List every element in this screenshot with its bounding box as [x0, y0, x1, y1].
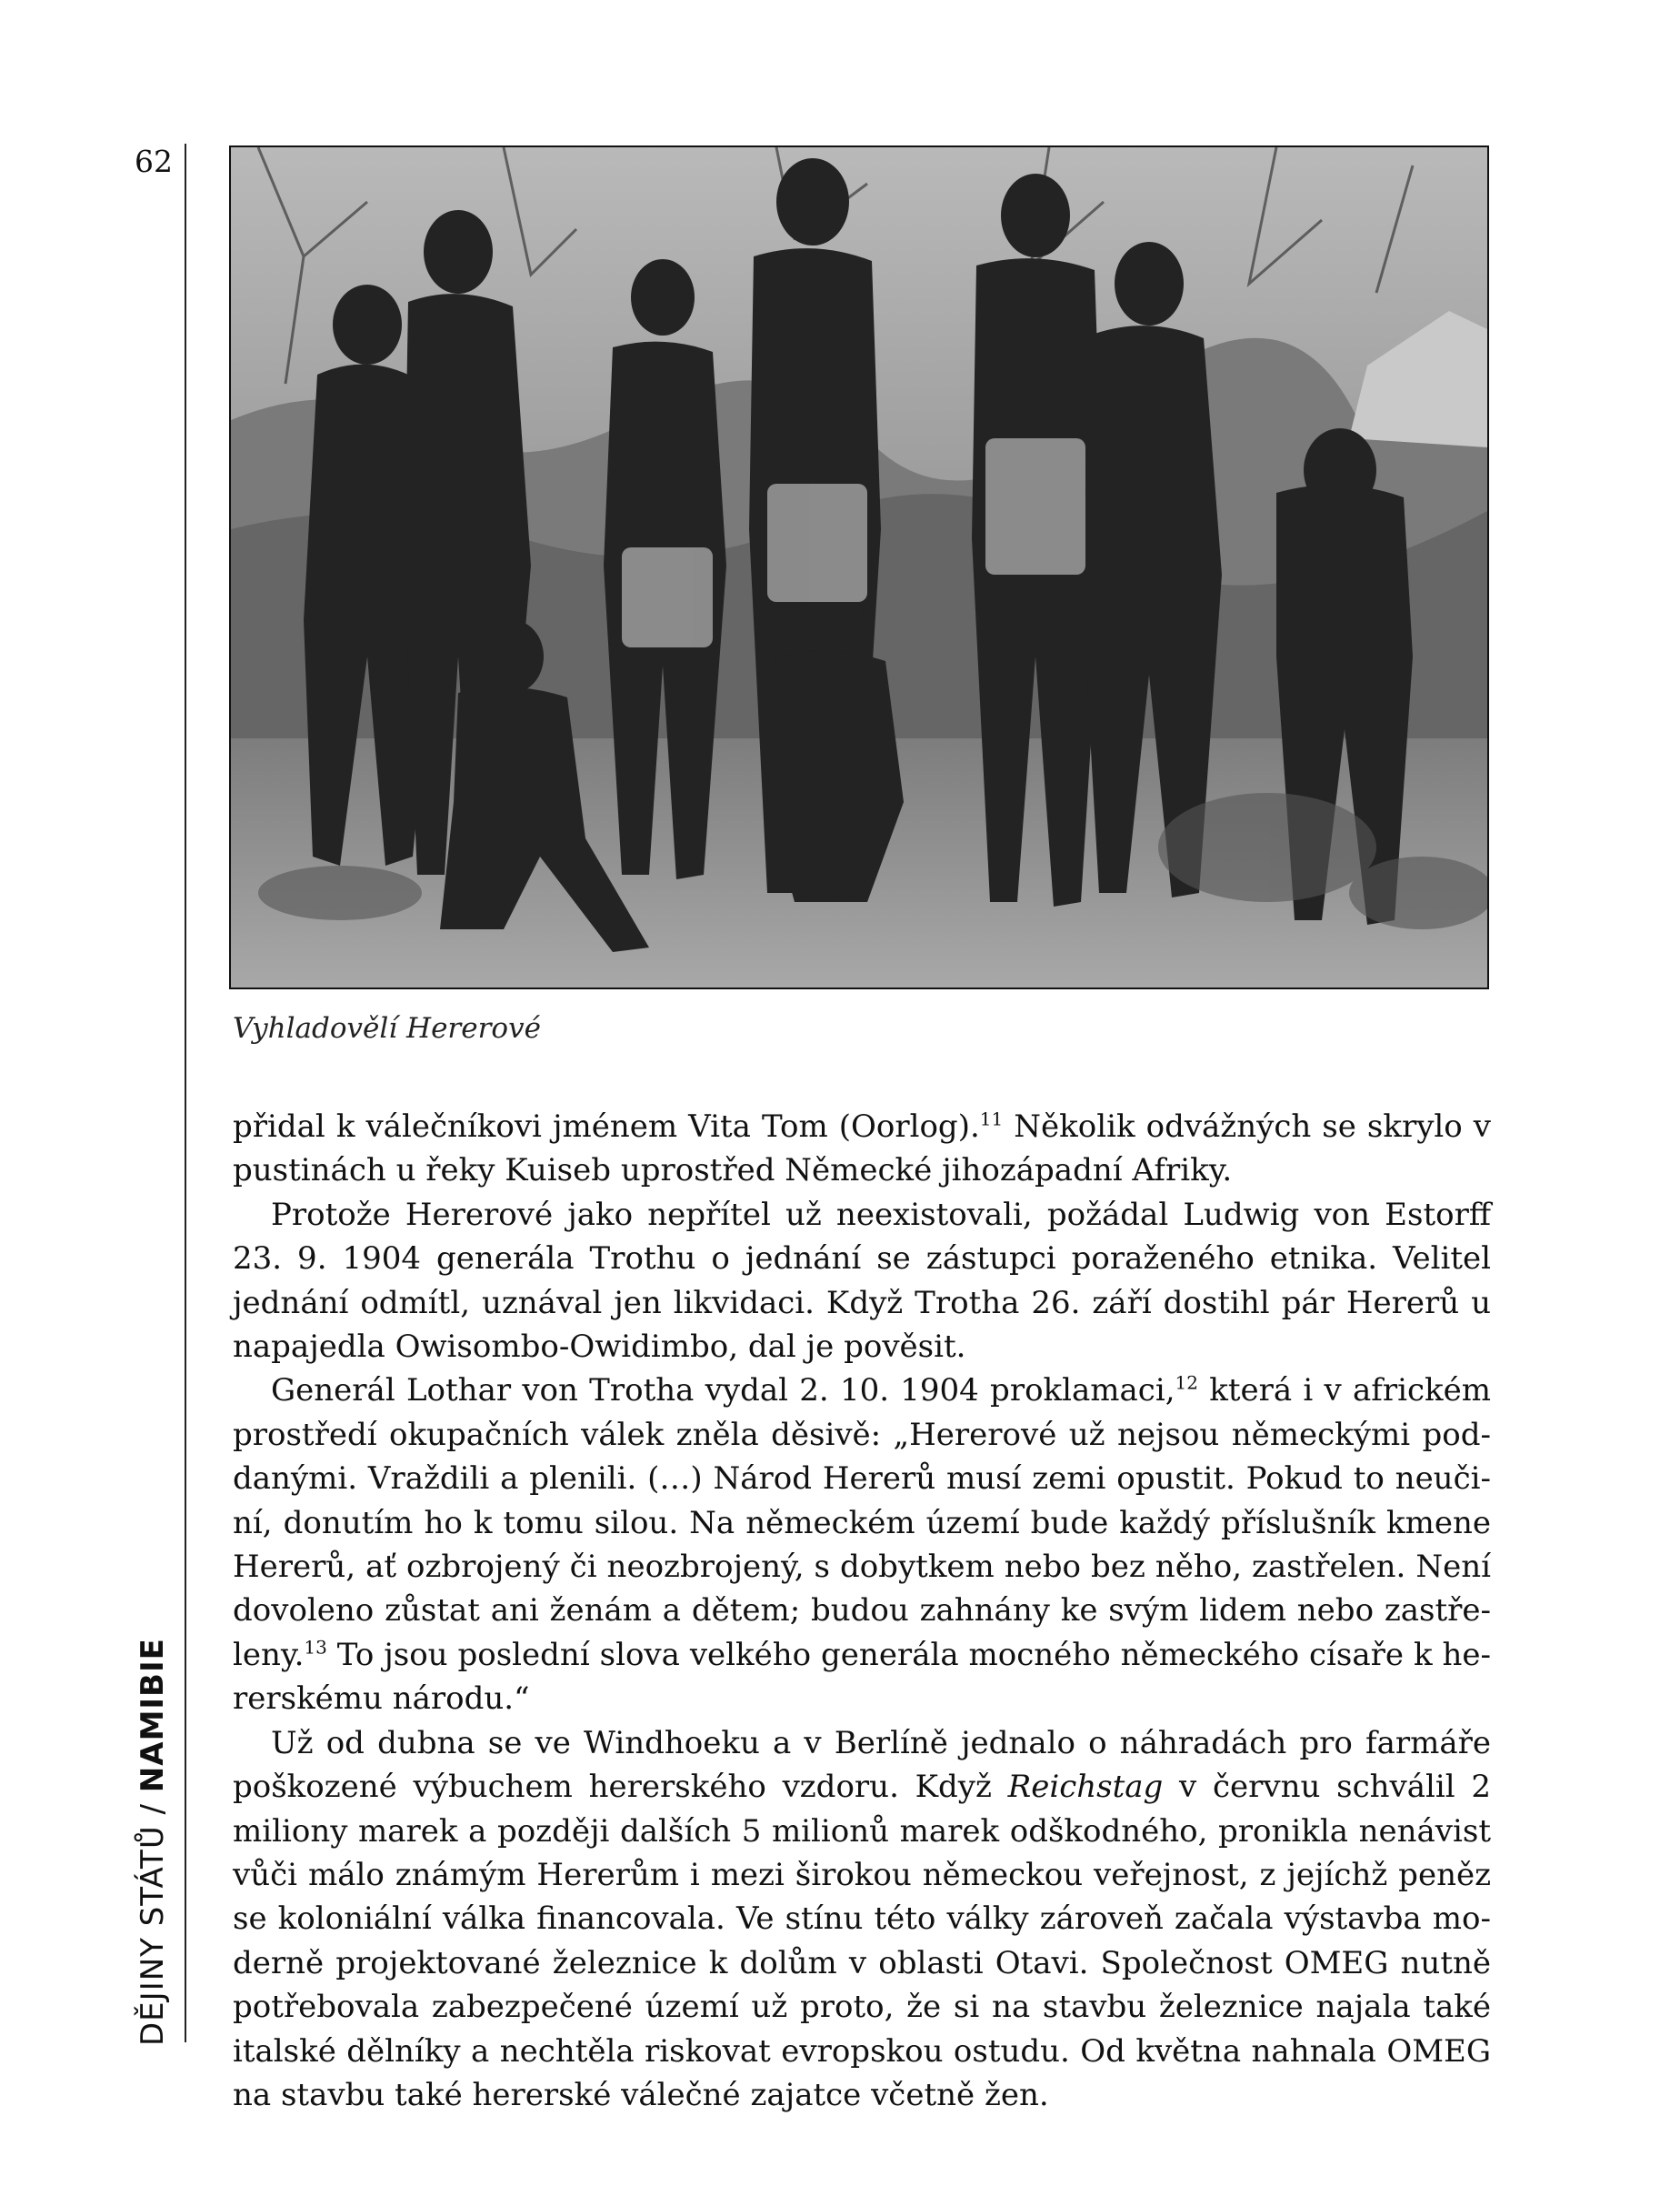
paragraph-text: která i v africkém prostředí okupačních válek zněla děsivě: „Hererové už nejsou německými poddanými. Vraždili a plenili. (…) Národ Hererů musí zemi opustit. Pokud to neučiní, donutím ho k tomu silou. Na německém území bude každý příslušník kmene Hererů, ať ozbrojený či neozbrojený, s dobytkem nebo bez něho, zastřelen. Není dovoleno zůstat ani ženám a dětem; budou zahnány ke svým lidem nebo zastřeleny. — [233, 1372, 1491, 1673]
footnote-ref: 11 — [979, 1108, 1004, 1130]
emphasis-text: Reichstag — [1007, 1769, 1164, 1806]
paragraph — [233, 1721, 1491, 2118]
page-number: 62 — [135, 144, 173, 179]
paragraph-text: Několik odvážných se skrylo v pustinách u řeky Kuiseb uprostřed Německé jihozápadní Afriky. — [233, 1108, 1492, 1189]
margin-rule — [185, 144, 186, 2042]
paragraph — [233, 1105, 1491, 1193]
historical-photo — [229, 145, 1489, 989]
country-label: NAMIBIE — [135, 1638, 171, 1793]
series-label: DĚJINY STÁTŮ / — [135, 1792, 171, 2046]
footnote-ref: 13 — [304, 1636, 327, 1659]
paragraph-text: Generál Lothar von Trotha vydal 2. 10. 1904 proklamaci, — [271, 1372, 1175, 1409]
paragraph-text: To jsou poslední slova velkého generála mocného německého císaře k hererskému národu.“ — [233, 1636, 1491, 1718]
paragraph-text: přidal k válečníkovi jménem Vita Tom (Oorlog). — [233, 1108, 980, 1145]
photo-caption: Vyhladovělí Hererové — [233, 1012, 541, 1045]
paragraph — [233, 1193, 1491, 1369]
running-section-label — [135, 1638, 171, 2046]
body-text — [233, 1105, 1491, 2117]
photo-illustration — [231, 147, 1487, 988]
paragraph-text: v červnu schválil 2 miliony marek a později dalších 5 milionů marek odškodného, pronikla nenávist vůči málo známým Hererům i mezi širokou německou veřejnost, z jejíchž peněz se koloniální válka financovala. Ve stínu této války zároveň začala výstavba moderně projektované železnice k dolům v oblasti Otavi. Společnost OMEG nutně potřebovala zabezpečené území už proto, že si na stavbu železnice najala také italské dělníky a nechtěla riskovat evropskou ostudu. Od května nahnala OMEG na stavbu také hererské válečné zajatce včetně žen. — [233, 1769, 1492, 2113]
paragraph — [233, 1369, 1491, 1720]
paragraph-text: Protože Hererové jako nepřítel už neexistovali, požádal Ludwig von Estorff 23. 9. 1904 generála Trothu o jednání se zástupci poraženého etnika. Velitel jednání odmítl, uznával jen likvidaci. Když Trotha 26. září dostihl pár Hererů u napajedla Owisombo-Owidimbo, dal je pověsit. — [233, 1196, 1491, 1366]
footnote-ref: 12 — [1175, 1372, 1198, 1395]
paragraph-text: Už od dubna se ve Windhoeku a v Berlíně jednalo o náhradách pro farmáře poškozené výbuchem hererského vzdoru. Když — [233, 1724, 1491, 1806]
